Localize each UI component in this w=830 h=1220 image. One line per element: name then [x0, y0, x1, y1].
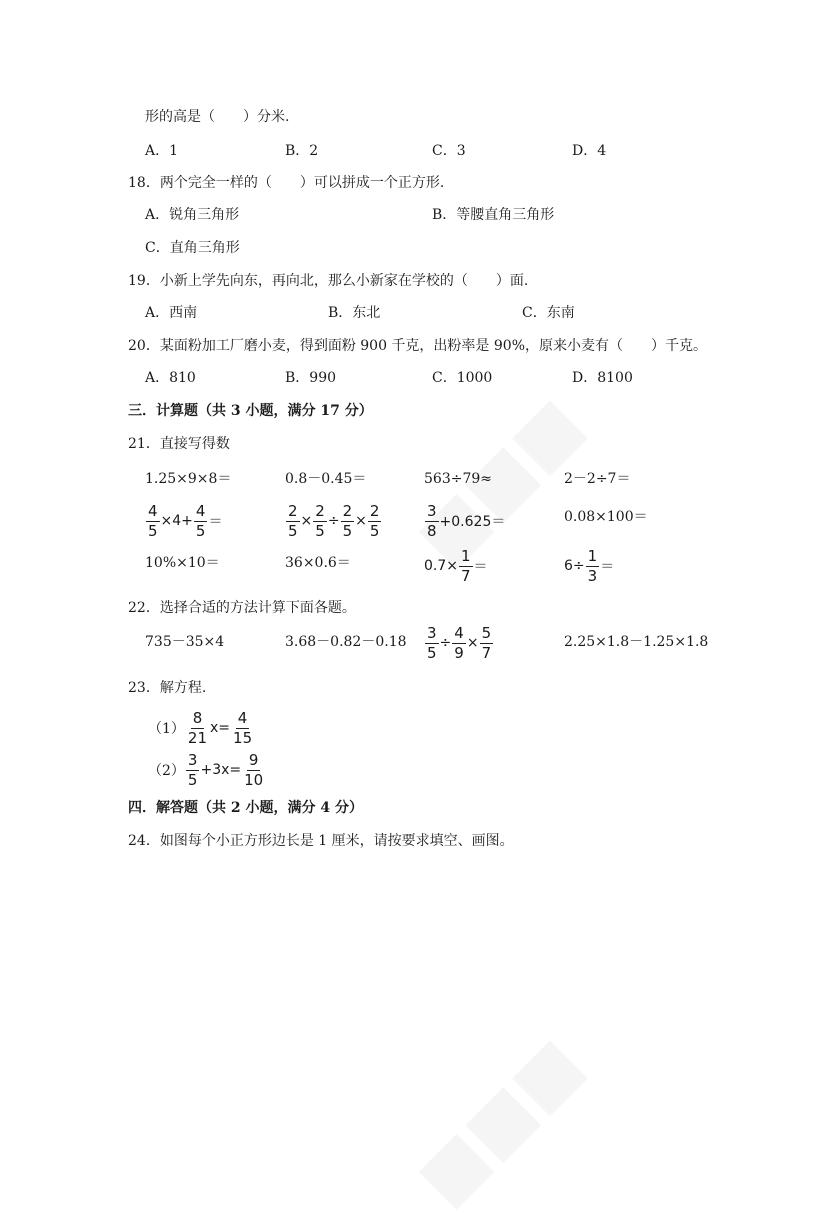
section3-title: 三．计算题（共 3 小题，满分 17 分） — [128, 403, 373, 419]
q17-option-c[interactable]: C．3 — [432, 143, 466, 159]
q21-r1-b: 0.8－0.45＝ — [285, 471, 367, 487]
q21-r3-c: 0.7× $\frac{1}{7}$ ＝ — [424, 546, 488, 585]
q22-expr-1: 735－35×4 — [145, 634, 225, 650]
q21-r3-d: 6÷ $\frac{1}{3}$ ＝ — [564, 546, 615, 585]
fraction: $\frac{1}{3}$ — [587, 546, 598, 585]
q18-option-c[interactable]: C．直角三角形 — [145, 240, 240, 256]
section4-title: 四．解答题（共 2 小题，满分 4 分） — [128, 800, 363, 816]
fraction: $\frac{3}{5}$ — [427, 623, 437, 662]
q20-option-c[interactable]: C．1000 — [432, 370, 493, 386]
q20-option-b[interactable]: B．990 — [285, 370, 337, 386]
fraction: $\frac{3}{8}$ — [427, 501, 437, 540]
fraction: $\frac{8}{21}$ — [187, 708, 208, 747]
fraction: $\frac{2}{5}$ — [342, 501, 353, 540]
q17-option-d[interactable]: D．4 — [572, 143, 607, 159]
q22-stem: 22．选择合适的方法计算下面各题。 — [128, 600, 356, 616]
q17-option-a[interactable]: A．1 — [145, 143, 179, 159]
q23-equation-2: （2） $\frac{3}{5}$ +3x= $\frac{9}{10}$ — [148, 750, 264, 789]
q21-r1-a: 1.25×9×8＝ — [145, 471, 232, 487]
q20-option-d[interactable]: D．8100 — [572, 370, 633, 386]
q21-r2-b: $\frac{2}{5}$ × $\frac{2}{5}$ ÷ $\frac{2}{5}$ × $\frac{2}{5}$ — [288, 501, 380, 540]
fraction: $\frac{2}{5}$ — [315, 501, 325, 540]
fraction: $\frac{2}{5}$ — [369, 501, 380, 540]
q23-equation-1: （1） $\frac{8}{21}$ x= $\frac{4}{15}$ — [148, 708, 253, 747]
q21-r1-c: 563÷79≈ — [424, 471, 492, 487]
q23-stem: 23．解方程. — [128, 680, 207, 696]
fraction: $\frac{4}{5}$ — [148, 501, 158, 540]
q21-r3-b: 36×0.6＝ — [285, 555, 351, 571]
fraction: $\frac{1}{7}$ — [461, 546, 471, 585]
q21-r1-d: 2－2÷7＝ — [564, 471, 631, 487]
q24-stem: 24．如图每个小正方形边长是 1 厘米，请按要求填空、画图。 — [128, 833, 514, 849]
fraction: $\frac{4}{9}$ — [454, 623, 464, 662]
fraction: $\frac{4}{5}$ — [195, 501, 206, 540]
q19-option-b[interactable]: B．东北 — [328, 305, 381, 321]
fraction: $\frac{5}{7}$ — [481, 623, 492, 662]
fraction: $\frac{2}{5}$ — [288, 501, 298, 540]
q17-stem-tail: 形的高是（ ）分米. — [145, 109, 290, 125]
q20-option-a[interactable]: A．810 — [145, 370, 196, 386]
q19-stem: 19．小新上学先向东，再向北，那么小新家在学校的（ ）面. — [128, 273, 529, 289]
q19-option-a[interactable]: A．西南 — [145, 305, 198, 321]
q18-option-a[interactable]: A．锐角三角形 — [145, 207, 240, 223]
watermark-bottom — [400, 1022, 598, 1220]
q18-option-b[interactable]: B．等腰直角三角形 — [432, 207, 555, 223]
fraction: $\frac{3}{5}$ — [187, 750, 198, 789]
q18-stem: 18．两个完全一样的（ ）可以拼成一个正方形. — [128, 175, 445, 191]
q22-expr-2: 3.68－0.82－0.18 — [285, 634, 407, 650]
q20-stem: 20．某面粉加工厂磨小麦，得到面粉 900 千克，出粉率是 90%，原来小麦有（ ）千克。 — [128, 338, 708, 354]
q17-option-b[interactable]: B．2 — [285, 143, 319, 159]
q22-expr-4: 2.25×1.8－1.25×1.8 — [564, 634, 709, 650]
q21-r2-c: $\frac{3}{8}$ +0.625＝ — [427, 501, 506, 540]
q21-r2-d: 0.08×100＝ — [564, 509, 648, 525]
fraction: $\frac{4}{15}$ — [233, 708, 253, 747]
q21-r3-a: 10%×10＝ — [145, 555, 220, 571]
q22-expr-3: $\frac{3}{5}$ ÷ $\frac{4}{9}$ × $\frac{5}{7}$ — [427, 623, 492, 662]
q21-stem: 21．直接写得数 — [128, 436, 230, 452]
fraction: $\frac{9}{10}$ — [244, 750, 264, 789]
q21-r2-a: $\frac{4}{5}$ ×4+ $\frac{4}{5}$ ＝ — [148, 501, 223, 540]
q19-option-c[interactable]: C．东南 — [522, 305, 575, 321]
